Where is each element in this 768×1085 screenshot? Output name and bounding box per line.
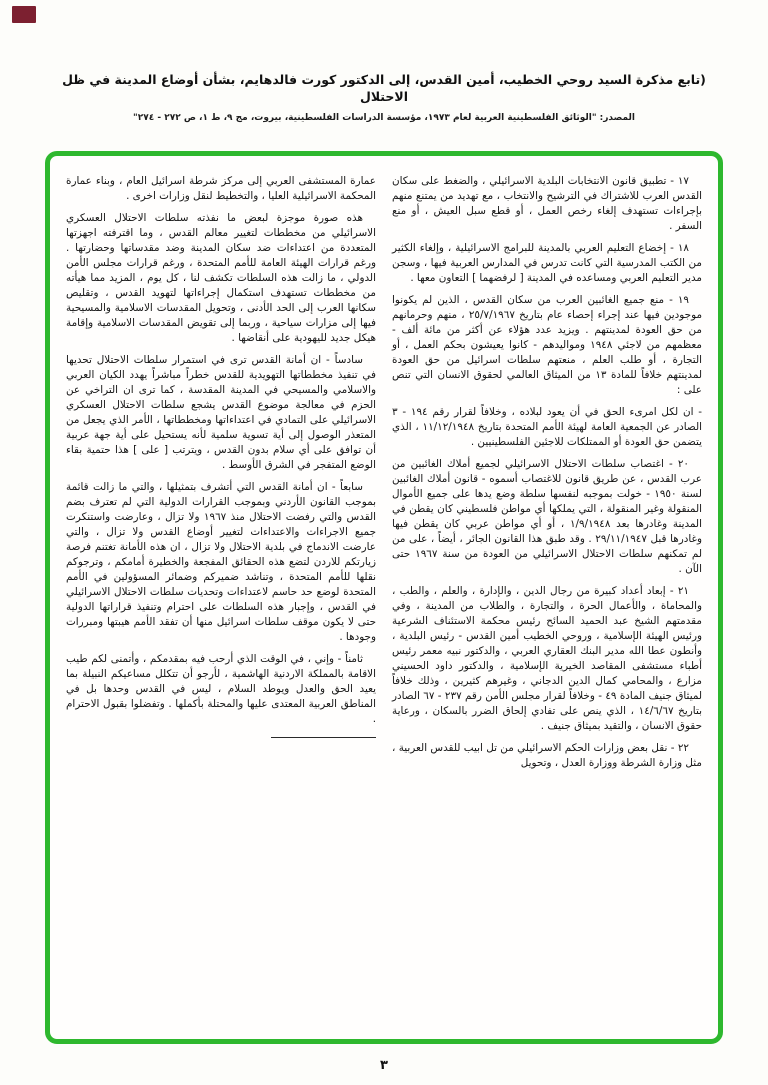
two-column-layout xyxy=(66,174,702,1027)
column-left xyxy=(66,174,376,1027)
paragraph-item-19: ١٩ - منع جميع الغائبين العرب من سكان القدس ، الذين لم يكونوا موجودين فيها عند إجراء إحصاء عام بتاريخ ٢٥/٧/١٩٦٧ ، منهم وحرمانهم من حق العودة لمدينتهم . ويزيد عدد هؤلاء عن أكثر من مائة ألف - معظمهم من لاجئي ١٩٤٨ ومواليدهم - كانوا يعيشون بحكم العمل ، أو التجارة ، أو طلب العلم ، منعتهم سلطات اسرائيل من حق العودة لمدينتهم خلافاً للمادة ١٣ من الميثاق العالمي لحقوق الانسان التي تنص على : xyxy=(392,293,703,396)
page-number: ٣ xyxy=(380,1057,388,1073)
paragraph-item-19-sub: - ان لكل امرىء الحق في أن يعود لبلاده ، وخلافاً لقرار رقم ١٩٤ - ٣ الصادر عن الجمعية العامة لهيئة الأمم المتحدة بتاريخ ١١/١٢/١٩٤٨ ، الذي يتضمن حق العودة أو الممتلكات للاجئين الفلسطينيين . xyxy=(392,405,703,448)
paragraph-item-22: ٢٢ - نقل بعض وزارات الحكم الاسرائيلي من تل ابيب للقدس العربية ، مثل وزارة الشرطة ووزارة العدل ، وتحويل xyxy=(392,741,702,769)
footnote-divider xyxy=(271,737,376,738)
paragraph-eighth: ثامناً - وإني ، في الوقت الذي أرحب فيه بمقدمكم ، وأتمنى لكم طيب الاقامة بالمملكة الاردنية الهاشمية ، لأرجو أن تتكلل مساعيكم النبيلة بما يعيد الحق والعدل ويوطد السلام ، ليس في القدس وحدها بل في المناطق العربية المعتدى عليها والمحتلة بأكملها . وتفضلوا بقبول الاحترام . xyxy=(66,652,376,725)
paragraph-item-18: ١٨ - إخضاع التعليم العربي بالمدينة للبرامج الاسرائيلية ، وإلغاء الكثير من الكتب المدرسية التي كانت تدرس في المدارس العربية فيها ، وسجن مدير التعليم العربي ومساعده في المدينة [ لرفضهما ] التعاون معها . xyxy=(392,241,702,284)
document-header xyxy=(0,0,768,123)
document-source: المصدر: "الوثائق الفلسطينية العربية لعام ١٩٧٣، مؤسسة الدراسات الفلسطينية، بيروت، مج ٩، ط ١، ص ٢٧٢ - ٢٧٤" xyxy=(133,112,635,123)
paragraph-continuation: عمارة المستشفى العربي إلى مركز شرطة اسرائيل العام ، وبناء عمارة المحكمة الاسرائيلية العليا ، والتخطيط لنقل وزارات اخرى . xyxy=(66,174,376,202)
document-body-frame xyxy=(45,151,723,1044)
column-right xyxy=(392,174,702,1027)
paragraph-sixth: سادساً - ان أمانة القدس ترى في استمرار سلطات الاحتلال تحديها في تنفيذ مخططاتها التهويدية للقدس خطراً مباشراً يهدد الكيان العربي والاسلامي والمسيحي في المدينة المقدسة ، كما ترى ان التراخي عن الحزم في معالجة موضوع القدس يشجع سلطات الاحتلال العسكري الاسرائيلي على التمادي في اعتداءاتها ومخططاتها ، الأمر الذي يجعل من المتعذر الوصول إلى أية تسوية سلمية لأنه يستحيل على أية جهة عربية أن توافق على أي سلام بدون القدس ، ويترتب [ على ] هذا حتمية بقاء الوضع المتفجر في الشرق الأوسط . xyxy=(66,353,376,471)
paragraph-item-20: ٢٠ - اغتصاب سلطات الاحتلال الاسرائيلي لجميع أملاك الغائبين من عرب القدس ، عن طريق قانون للاغتصاب أسموه - قانون أملاك الغائبين لسنة ١٩٥٠ - خولت بموجبه لنفسها سلطة وضع يدها على جميع الأموال المنقولة وغير المنقولة ، التي يملكها أي مواطن فلسطيني كان يقطن في المدينة وغادرها بعد ١/٩/١٩٤٨ ، أو أي مواطن عربي كان يقطن فيها وغادرها قبل ٢٩/١١/١٩٤٧ . وقد طبق هذا القانون الجائر ، أيضاً ، على من لم تمكنهم سلطات الاحتلال الاسرائيلي من العودة من سنة ١٩٦٧ حتى الآن . xyxy=(392,457,702,575)
document-title: (تابع مذكرة السيد روحي الخطيب، أمين القدس، إلى الدكتور كورت فالدهايم، بشأن أوضاع المدينة في ظل الاحتلال xyxy=(62,72,706,104)
paragraph-summary: هذه صورة موجزة لبعض ما نفذته سلطات الاحتلال العسكري الاسرائيلي من مخططات لتغيير معالم القدس ، وما اقترفته اجهزتها المتعددة من اعتداءات ضد سكان المدينة وضد مقدساتها وحضارتها . ورغم قرارات الهيئة العامة للأمم المتحدة ، ورغم قرارات مجلس الأمن الدولي ، ما زالت هذه السلطات تكشف لنا ، كل يوم ، المزيد مما هيأته من مخططات تستهدف استكمال إجراءاتها لتهويد القدس ، وتقليص سكانها العرب إلى الحد الأدنى ، وتحويل المقدسات الاسلامية والمسيحية فيها إلى مزارات سياحية ، وربما إلى تقويض المقدسات الاسلامية وإقامة هيكل جديد لليهودية على أنقاضها . xyxy=(66,211,376,344)
scan-artifact xyxy=(12,6,36,23)
paragraph-item-21: ٢١ - إبعاد أعداد كبيرة من رجال الدين ، والإدارة ، والعلم ، والطب ، والمحاماة ، والأعمال الحرة ، والتجارة ، والطلاب من المدينة ، وفي مقدمتهم الشيخ عبد الحميد السائح رئيس محكمة الاستئناف الشرعية ورئيس الهيئة الإسلامية ، وروحي الخطيب أمين القدس - رئيس البلدية ، وأنطون عطا الله مدير البنك العقاري العربي ، والدكتور نبيه معمر رئيس أطباء مستشفى المقاصد الخيرية الإسلامية ، والدكتور داود الحسيني مزارع ، والمحامي كمال الدين الدجاني ، وغيرهم كثيرين ، وذلك خلافاً لميثاق جنيف المادة ٤٩ - وخلافاً لقرار مجلس الأمن رقم ٢٣٧ - ٦٧ الصادر بتاريخ ١٤/٦/٦٧ ، الذي ينص على تفادي إلحاق الضرر بالسكان ، ورعاية حقوق الانسان ، والتقيد بميثاق جنيف . xyxy=(392,584,703,732)
paragraph-item-17: ١٧ - تطبيق قانون الانتخابات البلدية الاسرائيلي ، والضغط على سكان القدس العرب للاشتراك في الترشيح والانتخاب ، مع تهديد من يمتنع منهم بإجراءات تستهدف إلغاء رخص العمل ، أو قطع سبل العيش ، أو منع السفر . xyxy=(392,174,702,232)
paragraph-seventh: سابعاً - ان أمانة القدس التي أتشرف بتمثيلها ، والتي ما زالت قائمة بموجب القانون الأردني وبموجب القرارات الدولية التي لم تعترف بضم القدس والتي رفضت الاحتلال منذ ١٩٦٧ ولا تزال ، وعارضت واستنكرت جميع الاجراءات والاعتداءات لتغيير أوضاع القدس ولا تزال ، والتي عارضت الاندماج في بلدية الاحتلال ولا تزال ، ان هذه الأمانة تغتنم فرصة زيارتكم للاردن لتضع هذه الحقائق المفجعة والخطيرة أمامكم ، وترجوكم نقلها للأمم المتحدة ، وتناشد ضميركم وضمائر المسؤولين في الأمم المتحدة لوضع حد حاسم لاعتداءات وتحديات سلطات الاحتلال الاسرائيلي في القدس ، وإجبار هذه السلطات على احترام وتنفيذ قراراتها الدولية حتى لا يكون موقف سلطات اسرائيل منها أن تفقد الأمم هيبتها ومبررات وجودها . xyxy=(66,480,376,643)
